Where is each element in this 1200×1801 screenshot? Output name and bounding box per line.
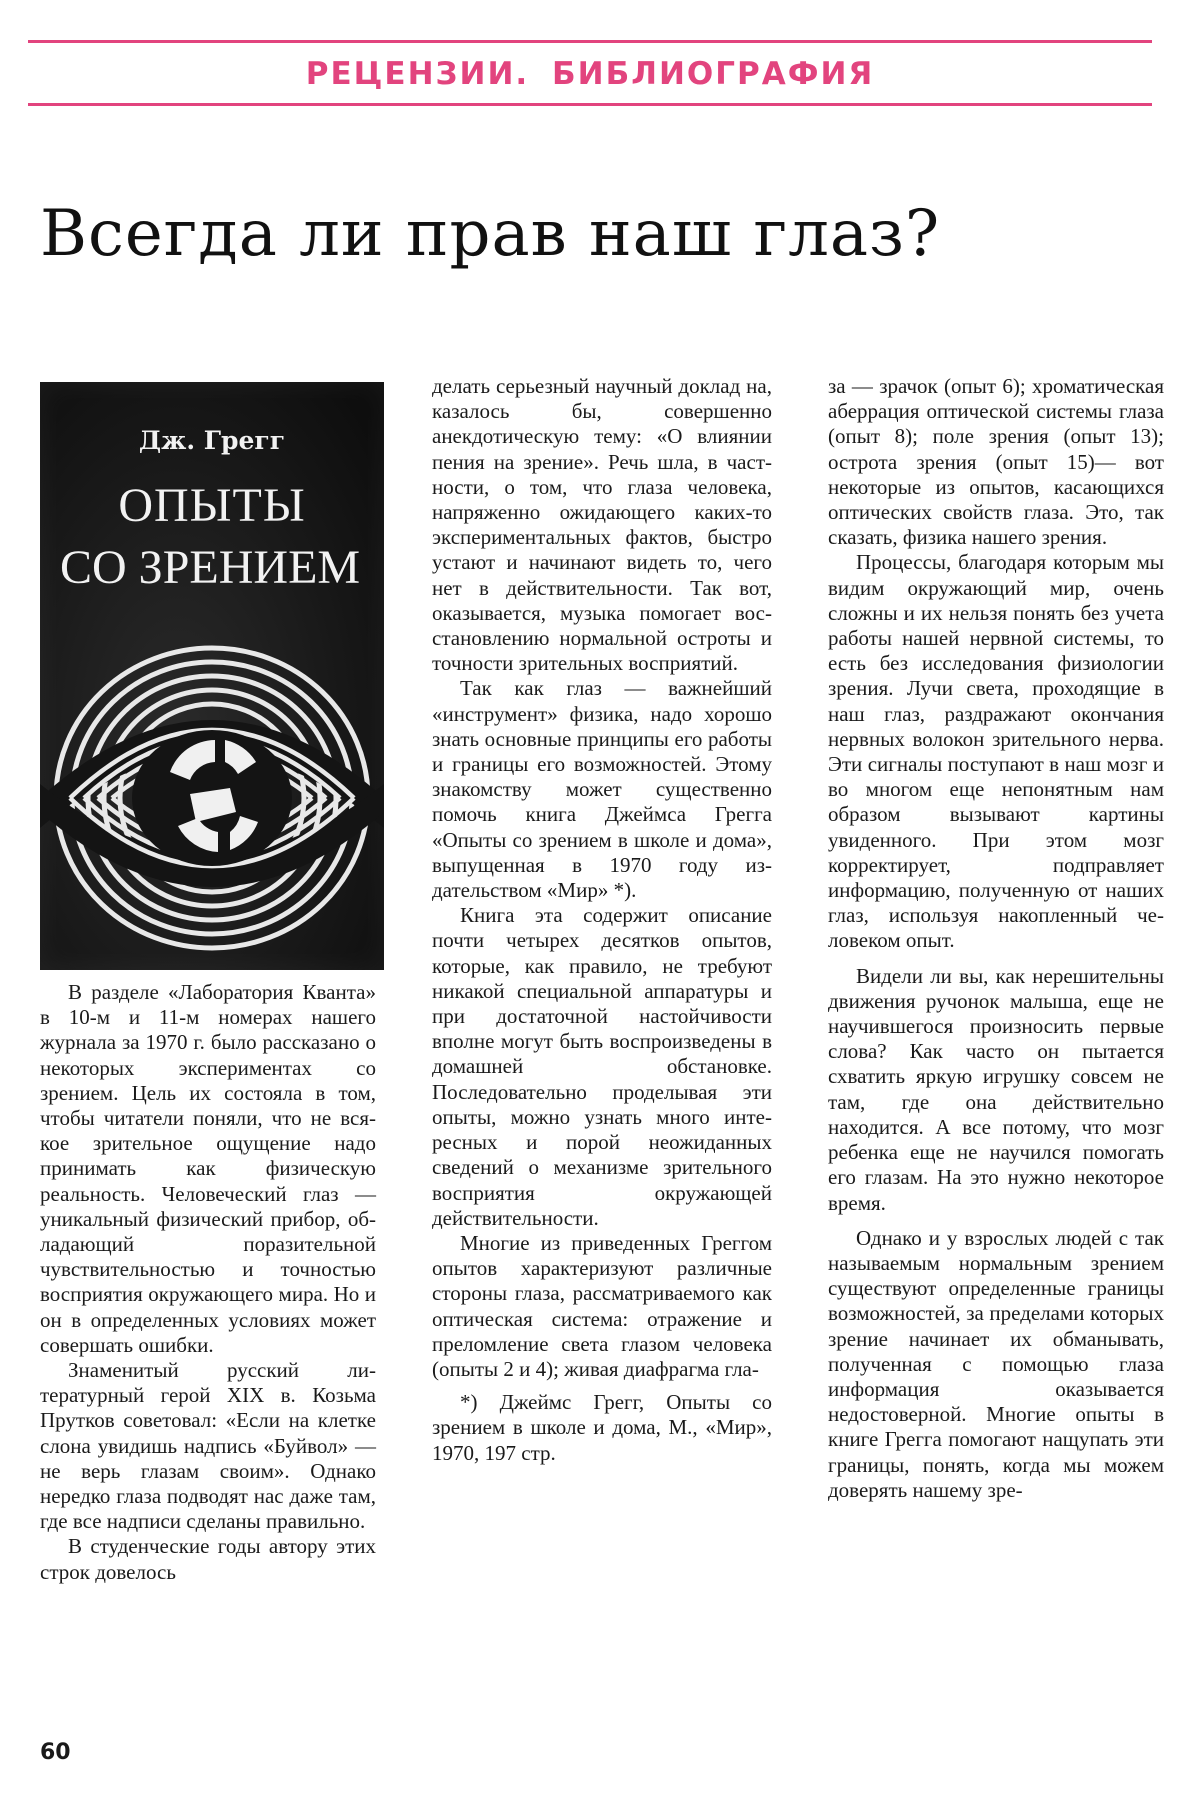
section-header: РЕЦЕНЗИИ. БИБЛИОГРАФИЯ [305,56,875,92]
text-column-3 [828,374,1164,1503]
paragraph: Видели ли вы, как нерешительны движения ручонок малыша, еще не научившегося произносить первые слова? Как часто он пытается схватить яркую игрушку совсем не там, где она действительно находится. А все потому, что мозг ребенка еще не научился помогать его глазам. На это нужно некоторое время. [828,963,1164,1215]
cover-author: Дж. Грегг [138,426,286,455]
page-number: 60 [40,1740,71,1765]
text-column-2 [432,374,772,1466]
paragraph: Знаменитый русский литературный герой XIX в. Козьма Прутков советовал: «Если на клетке слона увидишь надпись «Буйвол» — не верь глазам своим». Однако нередко глаза подводят нас даже там, где все надписи сделаны правильно. [40,1358,376,1534]
paragraph: Однако и у взрослых людей с так называемым нормальным зрением существуют определенные границы возможностей, за пределами которых зрение начинает их обманывать, полученная с помощью глаза информация оказывается недостоверной. Многие опыты в книге Грегга помогают нащупать эти границы, понять, когда мы можем доверять нашему зре- [828,1225,1164,1502]
header-rule-bottom [28,103,1152,106]
footnote: *) Джеймс Грегг, Опыты со зрением в школе и дома, М., «Мир», 1970, 197 стр. [432,1390,772,1465]
cover-optical-illusion-art [40,612,384,970]
book-cover-image [40,382,384,970]
paragraph: В разделе «Лаборатория Кванта» в 10-м и 11-м номерах нашего журнала за 1970 г. было рассказано о некоторых экспериментах со зрением. Цель их состояла в том, чтобы читатели поняли, что не всякое зрительное ощущение надо принимать как физическую реальность. Человеческий глаз — уникальный физический прибор, обладающий поразительной чувствительностью и точностью восприятия окружающего мира. Но и он в определенных условиях может совершать ошибки. [40,980,376,1357]
article-title: Всегда ли прав наш глаз? [40,197,941,271]
paragraph: Книга эта содержит описание почти четырех десятков опытов, которые, как правило, не требуют никакой специальной аппаратуры и при достаточной настойчивости вполне могут быть воспроизведены в домашней обстановке. Последовательно проделывая эти опыты, можно узнать много интересных и порой неожиданных сведений о механизме зрительного восприятия окружающей действительности. [432,903,772,1230]
cover-title-line2: СО ЗРЕНИЕМ [60,541,361,594]
paragraph: Многие из приведенных Греггом опытов характеризуют различные стороны глаза, рассматриваемого как оптическая система: отражение и преломление света глазом человека (опыты 2 и 4); живая диафрагма гла- [432,1230,772,1381]
cover-title-line1: ОПЫТЫ [118,479,306,532]
paragraph: Процессы, благодаря которым мы видим окружающий мир, очень сложны и их нельзя понять без учета работы нашей нервной системы, то есть без исследования физиологии зрения. Лучи света, проходящие в наш глаз, раздражают окончания нервных волокон зрительного нерва. Эти сигналы поступают в наш мозг и во многом еще непонятным нам образом вызывают картины увиденного. При этом мозг корректирует, подправляет информацию, полученную от наших глаз, используя накопленный человеком опыт. [828,550,1164,953]
text-column-1 [40,980,376,1585]
paragraph: Так как глаз — важнейший «инструмент» физика, надо хорошо знать основные принципы его работы и границы его возможностей. Этому знакомству может существенно помочь книга Джеймса Грегга «Опыты со зрением в школе и дома», выпущенная в 1970 году издательством «Мир» *). [432,676,772,903]
paragraph: за — зрачок (опыт 6); хроматическая аберрация оптической системы глаза (опыт 8); поле зрения (опыт 13); острота зрения (опыт 15)— вот некоторые из опытов, касающихся оптических свойств глаза. Это, так сказать, физика нашего зрения. [828,374,1164,550]
header-rule-top [28,40,1152,43]
paragraph: делать серьезный научный доклад на, казалось бы, совершенно анекдотическую тему: «О влиянии пения на зрение». Речь шла, в частности, о том, что глаза человека, напряженно ожидающего каких-то экспериментальных фактов, быстро устают и начинают видеть то, чего нет в действительности. Так вот, оказывается, музыка помогает восстановлению нормальной остроты и точности зрительных восприятий. [432,374,772,676]
paragraph: В студенческие годы автору этих строк довелось [40,1534,376,1584]
